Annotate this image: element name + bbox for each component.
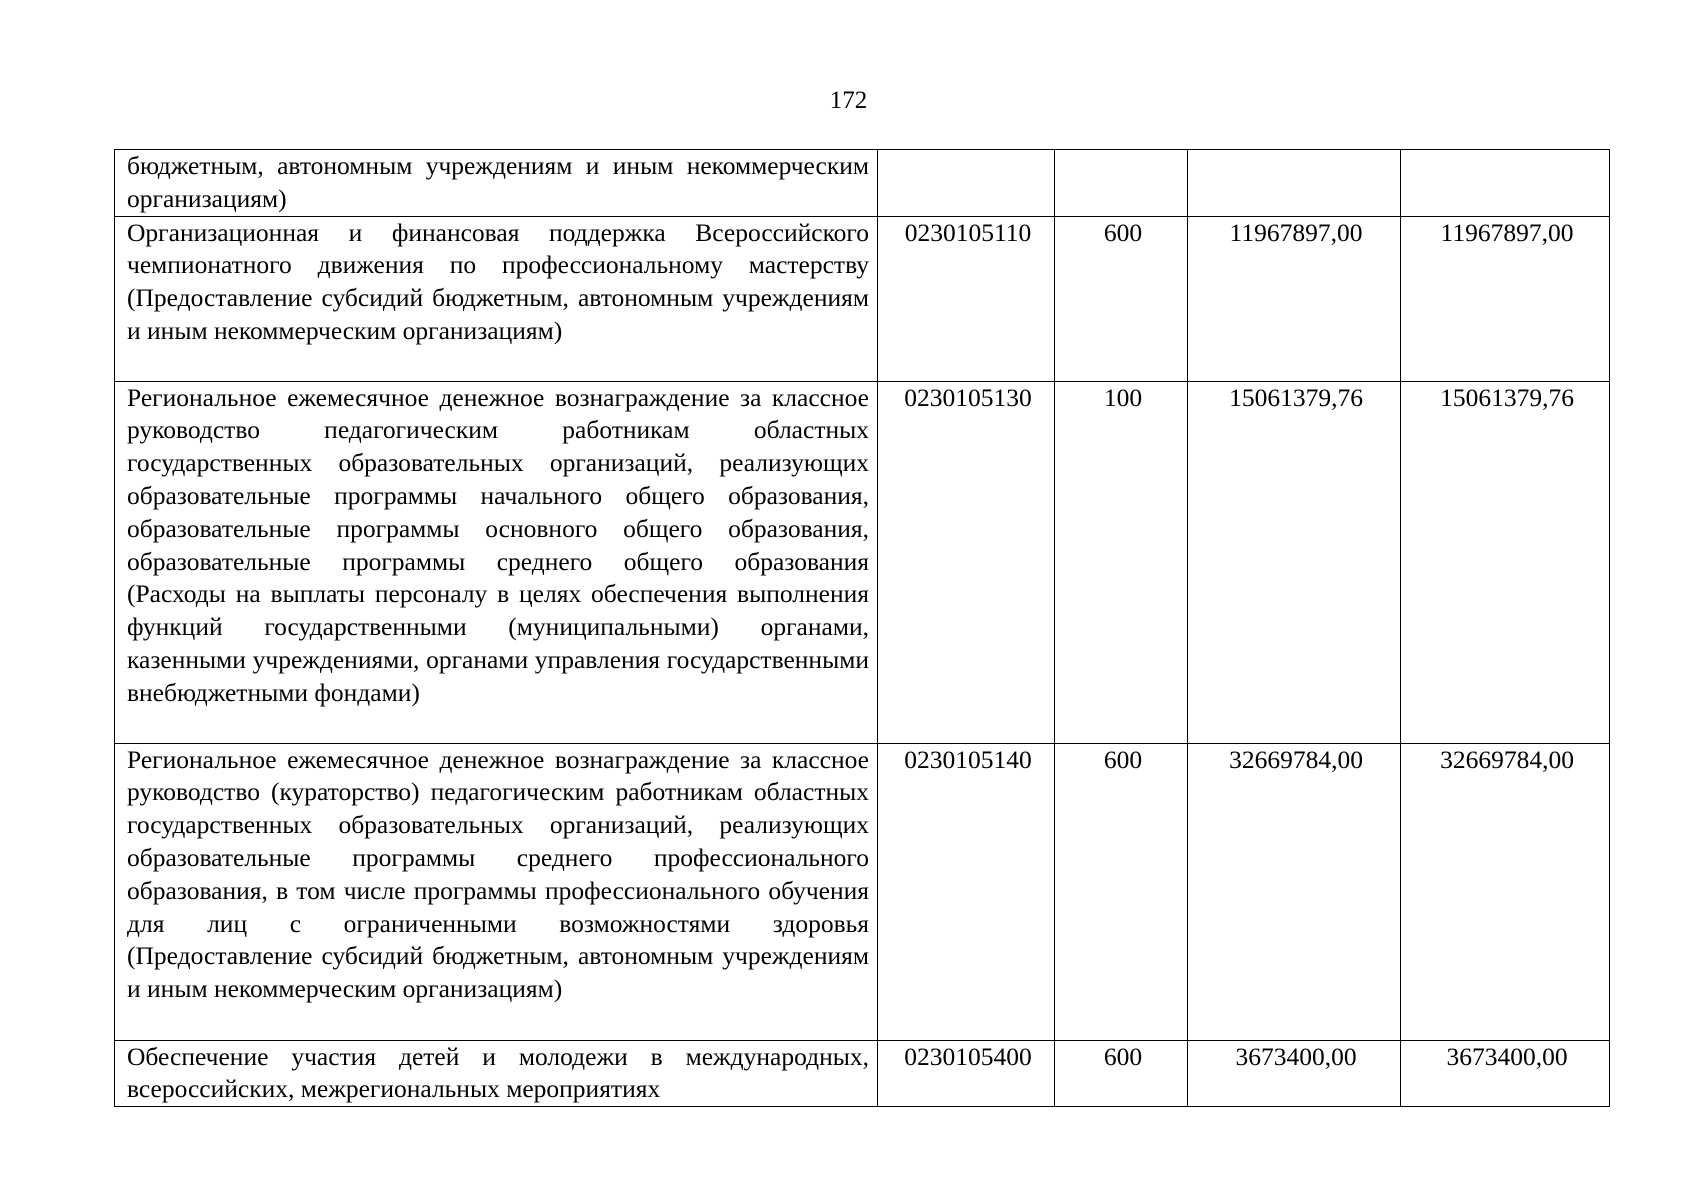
row-code: 0230105400 bbox=[878, 1040, 1055, 1107]
page-number: 172 bbox=[829, 87, 868, 114]
row-amount-2: 32669784,00 bbox=[1401, 743, 1610, 1040]
row-code bbox=[878, 150, 1055, 217]
row-code: 0230105110 bbox=[878, 216, 1055, 381]
row-amount-2: 11967897,00 bbox=[1401, 216, 1610, 381]
row-expense-type bbox=[1055, 150, 1188, 217]
row-expense-type: 600 bbox=[1055, 743, 1188, 1040]
table-row bbox=[115, 150, 1610, 217]
row-amount-1: 32669784,00 bbox=[1188, 743, 1401, 1040]
table-row bbox=[115, 381, 1610, 743]
row-expense-type: 100 bbox=[1055, 381, 1188, 743]
row-expense-type: 600 bbox=[1055, 216, 1188, 381]
row-amount-2: 3673400,00 bbox=[1401, 1040, 1610, 1107]
row-description: бюджетным, автономным учреждениям и иным некоммерческим организациям) bbox=[115, 150, 878, 217]
row-code: 0230105140 bbox=[878, 743, 1055, 1040]
row-description: Региональное ежемесячное денежное вознаграждение за классное руководство педагогическим работникам областных государственных образовательных организаций, реализующих образовательные программы начального общего образования, образовательные программы основного общего образования, образовательные программы среднего общего образования (Расходы на выплаты персоналу в целях обеспечения выполнения функций государственными (муниципальными) органами, казенными учреждениями, органами управления государственными внебюджетными фондами) bbox=[115, 381, 878, 743]
table-row bbox=[115, 216, 1610, 381]
table-row bbox=[115, 1040, 1610, 1107]
row-description: Обеспечение участия детей и молодежи в международных, всероссийских, межрегиональных мероприятиях bbox=[115, 1040, 878, 1107]
budget-table bbox=[114, 149, 1610, 1107]
row-description: Региональное ежемесячное денежное вознаграждение за классное руководство (кураторство) педагогическим работникам областных государственных образовательных организаций, реализующих образовательные программы среднего профессионального образования, в том числе программы профессионального обучения для лиц с ограниченными возможностями здоровья (Предоставление субсидий бюджетным, автономным учреждениям и иным некоммерческим организациям) bbox=[115, 743, 878, 1040]
row-amount-2: 15061379,76 bbox=[1401, 381, 1610, 743]
row-amount-1: 3673400,00 bbox=[1188, 1040, 1401, 1107]
table-row bbox=[115, 743, 1610, 1040]
row-amount-1: 11967897,00 bbox=[1188, 216, 1401, 381]
row-description: Организационная и финансовая поддержка Всероссийского чемпионатного движения по профессиональному мастерству (Предоставление субсидий бюджетным, автономным учреждениям и иным некоммерческим организациям) bbox=[115, 216, 878, 381]
row-amount-1: 15061379,76 bbox=[1188, 381, 1401, 743]
row-amount-2 bbox=[1401, 150, 1610, 217]
row-code: 0230105130 bbox=[878, 381, 1055, 743]
row-amount-1 bbox=[1188, 150, 1401, 217]
row-expense-type: 600 bbox=[1055, 1040, 1188, 1107]
